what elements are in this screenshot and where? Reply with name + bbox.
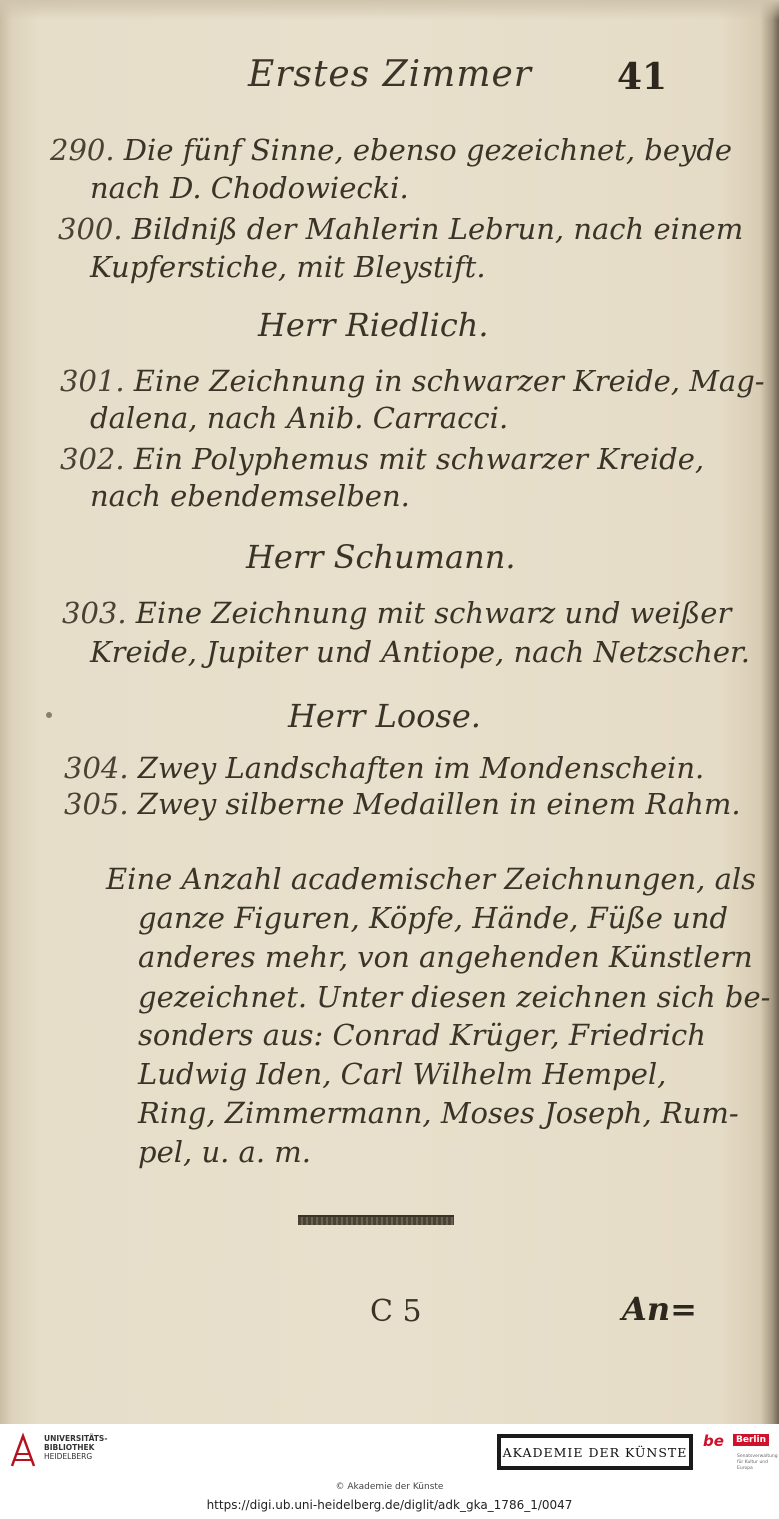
university-library-name[interactable]	[44, 1434, 107, 1461]
entry-number: 302.	[60, 442, 125, 476]
entry-line	[64, 751, 704, 785]
entry-text: Eine Zeichnung in schwarzer Kreide, Mag-	[133, 364, 765, 398]
entry-number: 303.	[62, 596, 127, 630]
viewer-footer	[0, 1424, 779, 1479]
library-line: HEIDELBERG	[44, 1452, 93, 1461]
running-title: Erstes Zimmer	[248, 54, 532, 95]
paragraph-line: ganze Figuren, Köpfe, Hände, Füße und	[138, 901, 729, 935]
section-heading: Herr Loose.	[288, 697, 481, 735]
entry-line: Kupferstiche, mit Bleystift.	[90, 250, 486, 284]
paragraph-line: gezeichnet. Unter diesen zeichnen sich be-	[138, 980, 771, 1014]
entry-number: 290.	[50, 133, 115, 167]
paragraph-line: sonders aus: Conrad Krüger, Friedrich	[138, 1018, 706, 1052]
entry-line	[58, 212, 743, 246]
library-line: UNIVERSITÄTS-	[44, 1434, 108, 1443]
permalink-url[interactable]: https://digi.ub.uni-heidelberg.de/diglit/adk_gka_1786_1/0047	[206, 1498, 573, 1512]
entry-line: nach D. Chodowiecki.	[90, 171, 409, 205]
entry-text: Die fünf Sinne, ebenso gezeichnet, beyde	[123, 133, 733, 167]
page-top-shadow	[0, 0, 779, 20]
entry-number: 305.	[64, 787, 129, 821]
paragraph-line: Ludwig Iden, Carl Wilhelm Hempel,	[138, 1057, 667, 1091]
entry-line	[64, 787, 741, 821]
be-berlin-city: Berlin	[733, 1434, 769, 1446]
library-line: BIBLIOTHEK	[44, 1443, 95, 1452]
adk-label: AKADEMIE DER KÜNSTE	[501, 1438, 689, 1466]
entry-number: 304.	[64, 751, 129, 785]
page-header	[0, 54, 779, 104]
entry-text: Eine Zeichnung mit schwarz und weißer	[135, 596, 732, 630]
be-berlin-subtitle: Senatsverwaltung für Kultur und Europa	[737, 1454, 778, 1471]
paragraph-line: anderes mehr, von angehenden Künstlern	[138, 940, 753, 974]
entry-number: 300.	[58, 212, 123, 246]
entry-line: Kreide, Jupiter und Antiope, nach Netzscher.	[90, 635, 750, 669]
copyright-notice: © Akademie der Künste	[335, 1482, 444, 1492]
entry-line	[60, 364, 765, 398]
page-number: 41	[617, 56, 668, 98]
ink-speck	[46, 712, 52, 718]
be-berlin-logo[interactable]	[703, 1432, 778, 1472]
akademie-der-kuenste-logo[interactable]	[497, 1434, 693, 1470]
entry-line	[50, 133, 732, 167]
entry-text: Zwey silberne Medaillen in einem Rahm.	[137, 787, 741, 821]
entry-line: dalena, nach Anib. Carracci.	[90, 401, 509, 435]
entry-line: nach ebendemselben.	[90, 479, 410, 513]
paragraph-line: pel, u. a. m.	[138, 1135, 311, 1169]
entry-line	[60, 442, 704, 476]
paragraph-line: Eine Anzahl academischer Zeichnungen, als	[106, 862, 757, 896]
section-heading: Herr Schumann.	[246, 538, 516, 576]
signature-mark: C 5	[370, 1294, 422, 1329]
catchword: An=	[622, 1290, 697, 1328]
entry-text: Zwey Landschaften im Mondenschein.	[137, 751, 705, 785]
section-heading: Herr Riedlich.	[258, 306, 489, 344]
ornamental-rule	[298, 1215, 454, 1225]
entry-text: Bildniß der Mahlerin Lebrun, nach einem	[131, 212, 744, 246]
paragraph-line: Ring, Zimmermann, Moses Joseph, Rum-	[138, 1096, 739, 1130]
entry-line	[62, 596, 731, 630]
university-library-logo-icon[interactable]	[8, 1430, 38, 1470]
entry-number: 301.	[60, 364, 125, 398]
be-berlin-be: be	[703, 1432, 724, 1450]
entry-text: Ein Polyphemus mit schwarzer Kreide,	[133, 442, 705, 476]
